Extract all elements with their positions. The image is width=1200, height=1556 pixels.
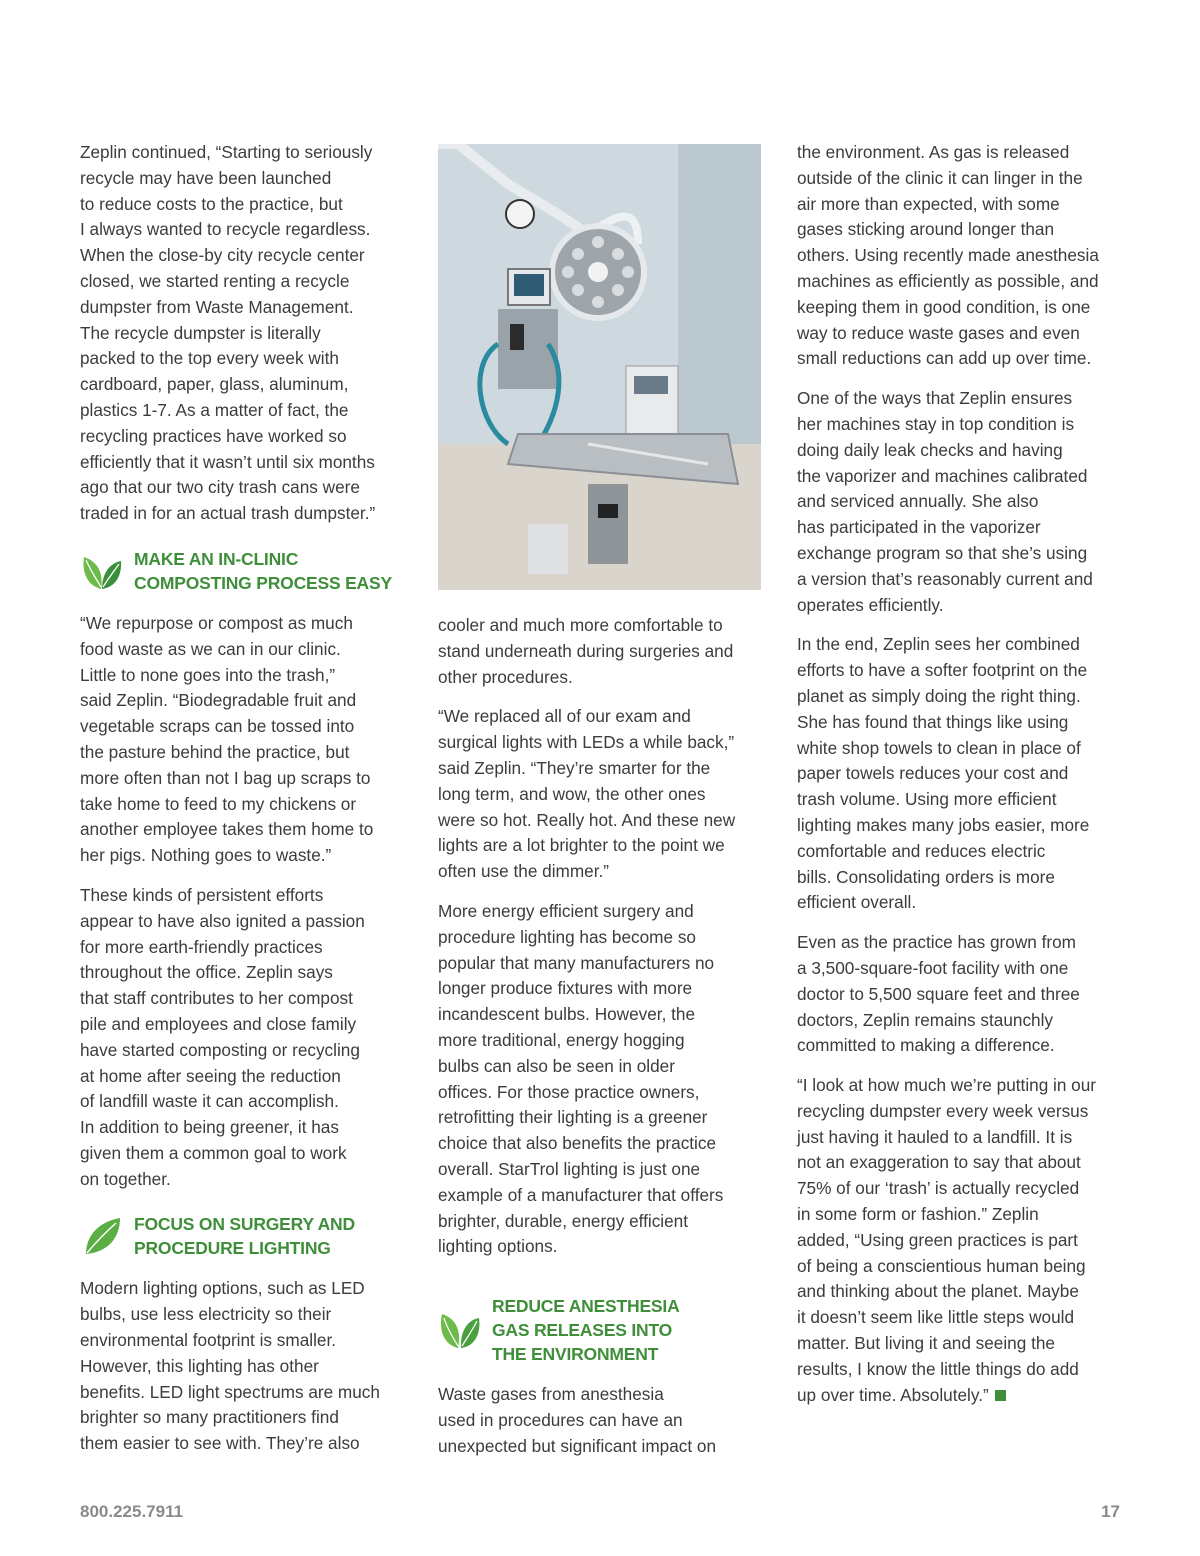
text-line: benefits. LED light spectrums are much <box>80 1381 380 1402</box>
text-line: “We replaced all of our exam and <box>438 706 691 727</box>
paragraph <box>797 386 1127 618</box>
text-line: another employee takes them home to <box>80 819 374 840</box>
section-heading-anesthesia <box>438 1294 763 1366</box>
paragraph <box>80 883 405 1193</box>
text-line: bulbs can also be seen in older <box>438 1055 675 1076</box>
text-line: food waste as we can in our clinic. <box>80 638 341 659</box>
text-line: at home after seeing the reduction <box>80 1065 341 1086</box>
text-line: cooler and much more comfortable to <box>438 615 723 635</box>
text-line: cardboard, paper, glass, aluminum, <box>80 374 349 395</box>
text-line: stand underneath during surgeries and <box>438 640 734 661</box>
text-line: up over time. Absolutely.” <box>797 1383 1127 1409</box>
text-line: plastics 1-7. As a matter of fact, the <box>80 399 349 420</box>
column-middle <box>438 613 763 1474</box>
section-heading-composting <box>80 547 405 595</box>
text-line: gases sticking around longer than <box>797 219 1055 240</box>
text-line: vegetable scraps can be tossed into <box>80 716 355 737</box>
text-line: doctor to 5,500 square feet and three <box>797 983 1080 1004</box>
text-line: the vaporizer and machines calibrated <box>797 465 1088 486</box>
text-line: not an exaggeration to say that about <box>797 1152 1081 1173</box>
text-line: overall. StarTrol lighting is just one <box>438 1158 701 1179</box>
text-line: used in procedures can have an <box>438 1409 683 1430</box>
text-line: given them a common goal to work <box>80 1142 347 1163</box>
text-line: Little to none goes into the trash,” <box>80 664 336 685</box>
text-line: trash volume. Using more efficient <box>797 789 1057 810</box>
text-line: doctors, Zeplin remains staunchly <box>797 1009 1054 1030</box>
text-line: Zeplin continued, “Starting to seriously <box>80 142 373 162</box>
text-line: for more earth-friendly practices <box>80 936 323 957</box>
text-line: unexpected but significant impact on <box>438 1435 717 1456</box>
text-line: lighting options. <box>438 1236 558 1257</box>
text-line: closed, we started renting a recycle <box>80 270 350 291</box>
text-line: in some form or fashion.” Zeplin <box>797 1204 1039 1225</box>
text-line: bulbs, use less electricity so their <box>80 1304 332 1325</box>
text-line: paper towels reduces your cost and <box>797 763 1069 784</box>
text-line: dumpster from Waste Management. <box>80 296 354 317</box>
text-line: Even as the practice has grown from <box>797 932 1076 953</box>
column-left <box>80 140 405 1471</box>
footer-phone: 800.225.7911 <box>80 1502 184 1521</box>
paragraph <box>438 899 763 1260</box>
text-line: recycling dumpster every week versus <box>797 1100 1089 1121</box>
text-line: packed to the top every week with <box>80 348 339 369</box>
paragraph <box>80 140 405 527</box>
end-of-article-mark <box>995 1390 1006 1401</box>
paragraph <box>80 611 405 869</box>
text-line: PROCEDURE LIGHTING <box>134 1238 331 1259</box>
text-line: said Zeplin. “Biodegradable fruit and <box>80 690 357 711</box>
paragraph <box>80 1276 405 1457</box>
surgery-room-photo <box>438 144 761 590</box>
text-line: way to reduce waste gases and even <box>797 322 1080 343</box>
paragraph <box>438 1382 763 1459</box>
paragraph <box>438 704 763 885</box>
text-line: longer produce fixtures with more <box>438 978 693 999</box>
text-line: FOCUS ON SURGERY AND <box>134 1214 355 1235</box>
text-line: on together. <box>80 1168 171 1189</box>
text-line: exchange program so that she’s using <box>797 542 1088 563</box>
column-right <box>797 140 1127 1422</box>
paragraph <box>797 632 1127 916</box>
text-line: REDUCE ANESTHESIA <box>492 1296 680 1317</box>
page-number: 17 <box>1101 1502 1120 1521</box>
text-line: results, I know the little things do add <box>797 1358 1079 1379</box>
heading-text <box>134 1212 355 1260</box>
text-line: have started composting or recycling <box>80 1039 360 1060</box>
text-line: choice that also benefits the practice <box>438 1133 717 1154</box>
text-line: more traditional, energy hogging <box>438 1029 685 1050</box>
photo-illustration <box>438 144 761 590</box>
paragraph <box>797 930 1127 1059</box>
text-line: them easier to see with. They’re also <box>80 1433 360 1454</box>
text-line: were so hot. Really hot. And these new <box>438 809 736 830</box>
text-line: doing daily leak checks and having <box>797 439 1063 460</box>
text-line: pile and employees and close family <box>80 1013 357 1034</box>
text-line: efficient overall. <box>797 892 917 913</box>
text-line: surgical lights with LEDs a while back,” <box>438 732 735 753</box>
text-line: her machines stay in top condition is <box>797 413 1075 434</box>
text-line: ago that our two city trash cans were <box>80 477 360 498</box>
heading-text <box>492 1294 680 1366</box>
text-line: said Zeplin. “They’re smarter for the <box>438 757 711 778</box>
text-line: example of a manufacturer that offers <box>438 1184 724 1205</box>
text-line: that staff contributes to her compost <box>80 988 353 1009</box>
text-line: incandescent bulbs. However, the <box>438 1004 696 1025</box>
text-line: One of the ways that Zeplin ensures <box>797 388 1073 409</box>
text-line: just having it hauled to a landfill. It is <box>797 1126 1073 1147</box>
text-line: keeping them in good condition, is one <box>797 296 1091 317</box>
text-line: brighter, durable, energy efficient <box>438 1210 689 1231</box>
text-line: of landfill waste it can accomplish. <box>80 1091 339 1112</box>
text-line: 75% of our ‘trash’ is actually recycled <box>797 1178 1080 1199</box>
text-line: In addition to being greener, it has <box>80 1117 339 1138</box>
text-line: MAKE AN IN-CLINIC <box>134 548 299 569</box>
text-line: Waste gases from anesthesia <box>438 1384 664 1405</box>
text-line: offices. For those practice owners, <box>438 1081 700 1102</box>
text-line: In the end, Zeplin sees her combined <box>797 634 1080 655</box>
text-line: and serviced annually. She also <box>797 491 1039 512</box>
text-line: outside of the clinic it can linger in the <box>797 167 1083 188</box>
text-line: popular that many manufacturers no <box>438 952 715 973</box>
text-line: THE ENVIRONMENT <box>492 1344 659 1365</box>
text-line: operates efficiently. <box>797 594 944 615</box>
text-line: air more than expected, with some <box>797 193 1060 214</box>
text-line: appear to have also ignited a passion <box>80 910 365 931</box>
text-line: more often than not I bag up scraps to <box>80 767 371 788</box>
text-line: matter. But living it and seeing the <box>797 1333 1055 1354</box>
text-line: her pigs. Nothing goes to waste.” <box>80 845 332 866</box>
text-line: However, this lighting has other <box>80 1355 319 1376</box>
paragraph <box>797 1073 1127 1408</box>
text-line: comfortable and reduces electric <box>797 840 1046 861</box>
text-line: recycle may have been launched <box>80 167 332 188</box>
text-line: the environment. As gas is released <box>797 142 1070 162</box>
text-line: environmental footprint is smaller. <box>80 1330 337 1351</box>
text-line: often use the dimmer.” <box>438 861 610 882</box>
text-line: retrofitting their lighting is a greener <box>438 1107 708 1128</box>
text-line: “I look at how much we’re putting in our <box>797 1075 1097 1096</box>
text-line: other procedures. <box>438 666 573 687</box>
text-line: lighting makes many jobs easier, more <box>797 814 1090 835</box>
text-line: She has found that things like using <box>797 711 1069 732</box>
single-leaf-icon <box>80 1214 124 1258</box>
text-line: to reduce costs to the practice, but <box>80 193 343 214</box>
text-line: The recycle dumpster is literally <box>80 322 321 343</box>
text-line: efforts to have a softer footprint on the <box>797 660 1088 681</box>
text-line: small reductions can add up over time. <box>797 348 1092 369</box>
text-line: and thinking about the planet. Maybe <box>797 1281 1079 1302</box>
text-line: GAS RELEASES INTO <box>492 1320 673 1341</box>
text-line: planet as simply doing the right thing. <box>797 685 1081 706</box>
text-line: of being a conscientious human being <box>797 1255 1086 1276</box>
text-line: More energy efficient surgery and <box>438 900 694 921</box>
text-line: others. Using recently made anesthesia <box>797 245 1099 266</box>
two-leaves-icon <box>438 1308 482 1352</box>
text-line: the pasture behind the practice, but <box>80 741 350 762</box>
text-line: I always wanted to recycle regardless. <box>80 219 371 240</box>
text-line: recycling practices have worked so <box>80 425 347 446</box>
text-line: procedure lighting has become so <box>438 926 696 947</box>
two-leaves-icon <box>80 549 124 593</box>
text-line: These kinds of persistent efforts <box>80 884 324 905</box>
text-line: white shop towels to clean in place of <box>797 737 1081 758</box>
text-line: COMPOSTING PROCESS EASY <box>134 572 392 593</box>
text-line: brighter so many practitioners find <box>80 1407 339 1428</box>
text-line: bills. Consolidating orders is more <box>797 866 1055 887</box>
heading-text <box>134 547 392 595</box>
text-line: committed to making a difference. <box>797 1035 1055 1056</box>
section-heading-lighting <box>80 1212 405 1260</box>
paragraph <box>438 613 763 690</box>
text-line: lights are a lot brighter to the point we <box>438 835 725 856</box>
text-line: long term, and wow, the other ones <box>438 783 706 804</box>
text-line: has participated in the vaporizer <box>797 517 1041 538</box>
paragraph <box>797 140 1127 372</box>
text-line: throughout the office. Zeplin says <box>80 962 333 983</box>
text-line: it doesn’t seem like little steps would <box>797 1307 1075 1328</box>
text-line: a version that’s reasonably current and <box>797 568 1093 589</box>
text-line: take home to feed to my chickens or <box>80 793 357 814</box>
text-line: a 3,500-square-foot facility with one <box>797 957 1069 978</box>
text-line: “We repurpose or compost as much <box>80 612 353 633</box>
text-line: efficiently that it wasn’t until six months <box>80 451 375 472</box>
text-line: traded in for an actual trash dumpster.” <box>80 503 376 524</box>
text-line: added, “Using green practices is part <box>797 1229 1078 1250</box>
text-line: machines as efficiently as possible, and <box>797 270 1099 291</box>
text-line: When the close-by city recycle center <box>80 245 365 266</box>
text-line: Modern lighting options, such as LED <box>80 1278 365 1299</box>
